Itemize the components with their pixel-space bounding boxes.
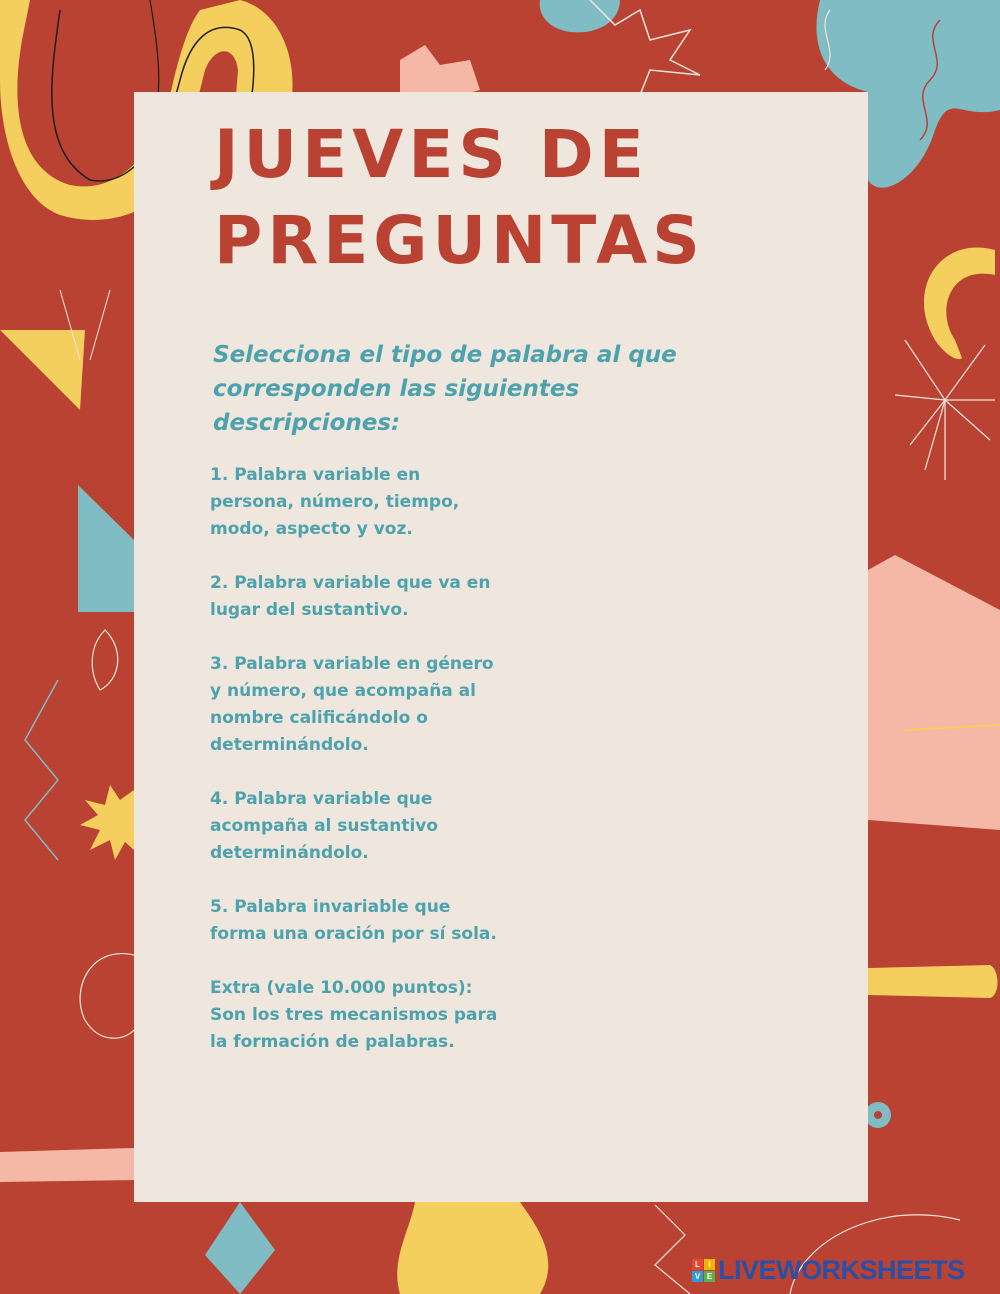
teal-blob-shape [540,0,620,32]
zigzag-line [655,1205,690,1294]
page-title [214,112,705,284]
yellow-blob-shape [397,1202,548,1294]
thin-line [90,290,110,360]
question-item: 2. Palabra variable que va en lugar del sustantivo. [210,573,491,620]
circle-outline [80,954,134,1039]
logo-mark-letter: V [692,1271,703,1282]
yellow-bar-shape [868,965,998,998]
question-item: 5. Palabra invariable que forma una oración por sí sola. [210,897,497,944]
logo-mark-letter: E [704,1271,715,1282]
starburst-lines [895,340,995,480]
question-item: 1. Palabra variable en persona, número, tiempo, modo, aspecto y voz. [210,465,460,539]
logo-text: LIVEWORKSHEETS [718,1254,965,1285]
content-card [134,92,868,1202]
yellow-arc-shape [924,247,995,359]
pink-bar-shape [0,1148,134,1182]
logo-mark-icon [692,1259,715,1282]
question-item: Extra (vale 10.000 puntos): Son los tres mecanismos para la formación de palabras. [210,978,498,1052]
logo-mark-letter: L [692,1259,703,1270]
teardrop-outline [92,630,118,690]
instructions-text: Selecciona el tipo de palabra al que corresponden las siguientes descripciones: [213,342,677,436]
title-line: PREGUNTAS [214,202,705,279]
title-line: JUEVES DE [214,116,649,193]
teal-diamond-shape [205,1202,275,1294]
logo-mark-letter: I [704,1259,715,1270]
question-list [210,462,510,1083]
yellow-triangle-shape [0,330,85,410]
pink-star-shape [400,45,480,95]
yellow-burst-shape [80,785,134,860]
liveworksheets-logo[interactable] [692,1254,965,1286]
question-item: 3. Palabra variable en género y número, que acompaña al nombre calificándolo o determinándolo. [210,654,494,755]
pink-shape [868,555,1000,830]
zigzag-line [25,680,58,860]
question-item: 4. Palabra variable que acompaña al sustantivo determinándolo. [210,789,439,863]
teal-quad-shape [78,485,134,612]
